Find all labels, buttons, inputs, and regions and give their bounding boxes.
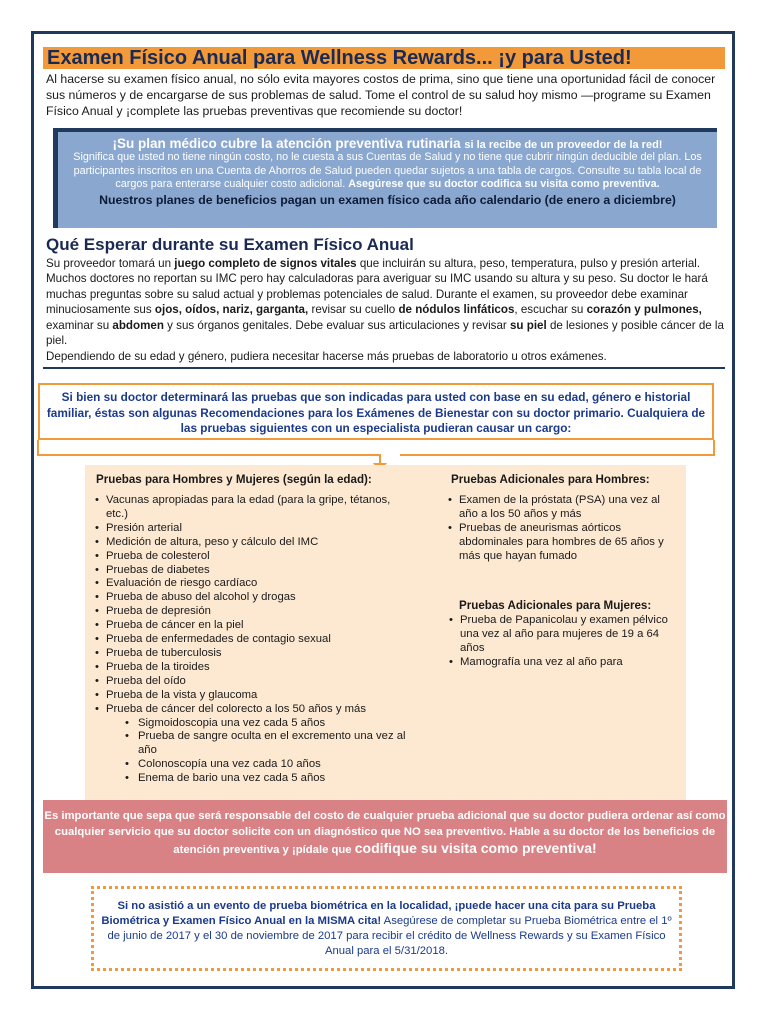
tests-men-list bbox=[446, 494, 678, 564]
section-heading: Qué Esperar durante su Examen Físico Anual bbox=[46, 235, 414, 254]
list-item: • Prueba de la tiroides bbox=[93, 661, 413, 675]
page-title: Examen Físico Anual para Wellness Rewards... ¡y para Usted! bbox=[43, 47, 725, 69]
tests-all-list bbox=[93, 494, 413, 786]
tests-women-heading: Pruebas Adicionales para Mujeres: bbox=[459, 599, 652, 612]
list-item: • Mamografía una vez al año para bbox=[447, 656, 669, 670]
tests-men-heading: Pruebas Adicionales para Hombres: bbox=[451, 473, 650, 486]
coverage-body: Significa que usted no tiene ningún costo, no le cuesta a sus Cuentas de Salud y no tiene que cubrir ningún deducible del plan. Los participantes inscritos en una Cuenta de Ahorros de Salud pueden quedar sujetos a una tabla de cargos. Consulte su tabla local de cargos para enterarse cualquier costo adicional. Asegúrese que su doctor codifica su visita como preventiva. bbox=[73, 151, 702, 191]
tests-all-heading: Pruebas para Hombres y Mujeres (según la edad): bbox=[96, 473, 372, 486]
sub-list-item: • Colonoscopía una vez cada 10 años bbox=[93, 758, 413, 772]
list-item: • Prueba de abuso del alcohol y drogas bbox=[93, 591, 413, 605]
section-note: Dependiendo de su edad y género, pudiera necesitar hacerse más pruebas de laboratorio u otros exámenes. bbox=[46, 350, 607, 363]
list-item: • Pruebas de aneurismas aórticos abdominales para hombres de 65 años y más que hayan fumado bbox=[446, 522, 678, 564]
callout-arrow-line-right bbox=[400, 440, 714, 455]
list-item: • Prueba de cáncer en la piel bbox=[93, 619, 413, 633]
tests-women-list bbox=[447, 614, 669, 670]
biometric-note-box: Si no asistió a un evento de prueba biométrica en la localidad, ¡puede hacer una cita para su Prueba Biométrica y Examen Físico Anual en la MISMA cita! Asegúrese de completar su Prueba Biométrica entre el 1º de junio de 2017 y el 30 de noviembre de 2017 para recibir el crédito de Wellness Rewards y su Examen Físico Anual para el 5/31/2018. bbox=[91, 886, 682, 971]
list-item: • Pruebas de diabetes bbox=[93, 564, 413, 578]
cost-warning-box: Es importante que sepa que será responsable del costo de cualquier prueba adicional que su doctor pudiera ordenar así como cualquier servicio que su doctor solicite con un diagnóstico que NO sea preventivo. Hable a su doctor de los beneficios de atención preventiva y ¡pídale que codifique su visita como preventiva! bbox=[43, 800, 727, 873]
list-item: • Medición de altura, peso y cálculo del IMC bbox=[93, 536, 413, 550]
section-paragraph: Su proveedor tomará un juego completo de signos vitales que incluirán su altura, peso, temperatura, pulso y presión arterial. Muchos doctores no reportan su IMC pero hay calculadoras para averiguar su IMC usando su altura y su peso. Su doctor le hará muchas preguntas sobre su salud actual y problemas potenciales de salud. Durante el examen, su proveedor debe examinar minuciosamente sus ojos, oídos, nariz, garganta, revisar su cuello de nódulos linfáticos, escuchar su corazón y pulmones, examinar su abdomen y sus órganos genitales. Debe evaluar sus articulaciones y revisar su piel de lesiones y posible cáncer de la piel. bbox=[46, 257, 724, 348]
coverage-footer: Nuestros planes de beneficios pagan un examen físico cada año calendario (de enero a diciembre) bbox=[99, 192, 676, 207]
sub-list-item: • Enema de bario una vez cada 5 años bbox=[93, 772, 413, 786]
list-item: • Prueba de tuberculosis bbox=[93, 647, 413, 661]
list-item: • Presión arterial bbox=[93, 522, 413, 536]
coverage-heading: ¡Su plan médico cubre la atención preventiva rutinaria si la recibe de un proveedor de la red! bbox=[112, 136, 663, 151]
list-item: • Prueba de enfermedades de contagio sexual bbox=[93, 633, 413, 647]
list-item: • Prueba del oído bbox=[93, 675, 413, 689]
sub-list-item: • Sigmoidoscopia una vez cada 5 años bbox=[93, 717, 413, 731]
list-item: • Vacunas apropiadas para la edad (para la gripe, tétanos, etc.) bbox=[93, 494, 413, 522]
list-item: • Prueba de cáncer del colorecto a los 50 años y más bbox=[93, 703, 413, 717]
list-item: • Evaluación de riesgo cardíaco bbox=[93, 577, 413, 591]
list-item: • Prueba de Papanicolau y examen pélvico una vez al año para mujeres de 19 a 64 años bbox=[447, 614, 669, 656]
list-item: • Prueba de depresión bbox=[93, 605, 413, 619]
list-item: • Prueba de la vista y glaucoma bbox=[93, 689, 413, 703]
list-item: • Examen de la próstata (PSA) una vez al año a los 50 años y más bbox=[446, 494, 678, 522]
sub-list-item: • Prueba de sangre oculta en el excremento una vez al año bbox=[93, 730, 413, 758]
intro-paragraph: Al hacerse su examen físico anual, no sólo evita mayores costos de prima, sino que tiene una oportunidad fácil de conocer sus números y de encargarse de sus problemas de salud. Tome el control de su salud hoy mismo —programe su Examen Físico Anual y ¡complete las pruebas preventivas que recomiende su doctor! bbox=[46, 72, 716, 118]
list-item: • Prueba de colesterol bbox=[93, 550, 413, 564]
recommendations-callout: Si bien su doctor determinará las pruebas que son indicadas para usted con base en su edad, género e historial familiar, éstas son algunas Recomendaciones para los Exámenes de Bienestar con su doctor primario. Cualquiera de las pruebas siguientes con un especialista pudieran causar un cargo: bbox=[38, 383, 714, 440]
